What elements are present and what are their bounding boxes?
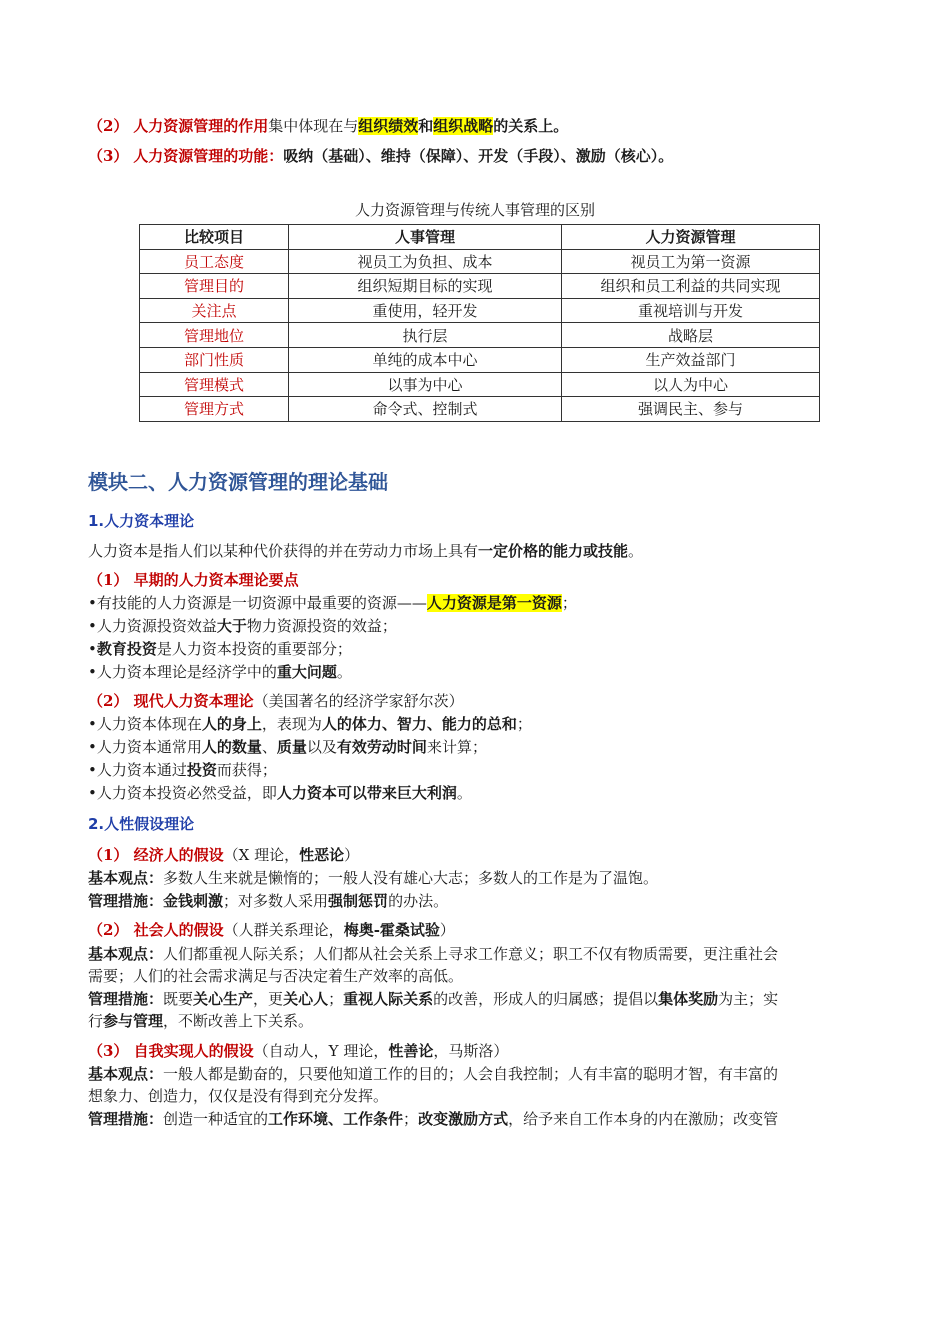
text: 来计算； xyxy=(426,738,487,756)
highlight: 组织绩效 xyxy=(358,117,419,135)
table-cell: 命令式、控制式 xyxy=(289,397,562,422)
text: ，表现为 xyxy=(261,715,322,733)
row-label: 部门性质 xyxy=(140,347,289,372)
text: ； xyxy=(516,715,532,733)
basic-view xyxy=(88,943,860,965)
label: 管理措施： xyxy=(88,990,164,1008)
module-heading: 模块二、人力资源管理的理论基础 xyxy=(88,470,388,494)
text: 集中体现在与 xyxy=(268,117,359,135)
text: 既要 xyxy=(163,990,194,1008)
text: ，不断改善上下关系。 xyxy=(163,1012,314,1030)
basic-view-cont: 需要；人们的社会需求满足与否决定着生产效率的高低。 xyxy=(88,967,464,985)
text: 。 xyxy=(628,542,644,560)
measures xyxy=(88,890,860,912)
bullet-item xyxy=(88,592,860,614)
text: 一般人都是勤奋的，只要他知道工作的目的；人会自我控制；人有丰富的聪明才智，有丰富的 xyxy=(163,1065,779,1083)
section-heading: 2.人性假设理论 xyxy=(88,815,195,833)
text: 多数人生来就是懒惰的；一般人没有雄心大志；多数人的工作是为了温饱。 xyxy=(163,869,659,887)
bold-text: 关心生产 xyxy=(193,990,254,1008)
text: 的改善，形成人的归属感；提倡以 xyxy=(433,990,659,1008)
label: 基本观点： xyxy=(88,945,164,963)
text: 吸纳（基础）、维持（保障）、开发（手段）、激励（核心）。 xyxy=(283,147,674,165)
table-cell: 以事为中心 xyxy=(289,372,562,397)
bold-text: 人的体力、智力、能力的总和 xyxy=(321,715,517,733)
note: ，马斯洛） xyxy=(433,1042,509,1060)
row-label: 管理地位 xyxy=(140,323,289,348)
text: 。 xyxy=(456,784,472,802)
bold-text: 人的数量 xyxy=(201,738,262,756)
measures xyxy=(88,988,860,1010)
basic-view-cont: 想象力、创造力，仅仅是没有得到充分发挥。 xyxy=(88,1087,389,1105)
table-header-row xyxy=(140,225,820,250)
row-label: 管理方式 xyxy=(140,397,289,422)
text: •人力资本理论是经济学中的 xyxy=(88,663,277,681)
text: 创造一种适宜的 xyxy=(163,1110,269,1128)
text: ，给予来自工作本身的内在激励；改变管 xyxy=(508,1110,779,1128)
text: ；对多数人采用 xyxy=(223,892,329,910)
text: 而获得； xyxy=(216,761,277,779)
bullet-item xyxy=(88,638,860,660)
row-label: 管理模式 xyxy=(140,372,289,397)
subsection-title-line xyxy=(88,844,860,866)
comparison-table xyxy=(139,224,820,422)
table-cell: 重视培训与开发 xyxy=(562,298,820,323)
bold-text: 人的身上 xyxy=(201,715,262,733)
table-row xyxy=(140,347,820,372)
text: 为主；实 xyxy=(718,990,779,1008)
table-row xyxy=(140,249,820,274)
label: 管理措施： xyxy=(88,892,164,910)
subsection-title-line xyxy=(88,690,860,712)
text: •人力资本投资必然受益，即 xyxy=(88,784,277,802)
text: •人力资源投资效益 xyxy=(88,617,217,635)
text: •人力资本通常用 xyxy=(88,738,202,756)
basic-view xyxy=(88,1063,860,1085)
table-cell: 强调民主、参与 xyxy=(562,397,820,422)
table-caption: 人力资源管理与传统人事管理的区别 xyxy=(354,201,595,219)
intro-line-3 xyxy=(88,145,860,167)
bold-text: 性善论 xyxy=(388,1042,434,1060)
bullet-item xyxy=(88,782,860,804)
text: 以及 xyxy=(306,738,337,756)
bold-text: 梅奥-霍桑试验 xyxy=(343,921,440,939)
item-number: （3） xyxy=(88,147,129,165)
text: 人力资本是指人们以某种代价获得的并在劳动力市场上具有 xyxy=(88,542,479,560)
bold-text: 改变激励方式 xyxy=(418,1110,509,1128)
text: 行 xyxy=(88,1012,104,1030)
row-label: 员工态度 xyxy=(140,249,289,274)
table-cell: 视员工为第一资源 xyxy=(562,249,820,274)
table-header-cell: 比较项目 xyxy=(140,225,289,250)
table-cell: 战略层 xyxy=(562,323,820,348)
bold-text: 人力资本可以带来巨大利润 xyxy=(276,784,457,802)
text: 是人力资本投资的重要部分； xyxy=(156,640,352,658)
text: ； xyxy=(403,1110,419,1128)
table-row xyxy=(140,397,820,422)
subsection-title: （2） 现代人力资本理论 xyxy=(88,692,254,710)
bold-text: 质量 xyxy=(276,738,307,756)
text: 、 xyxy=(261,738,277,756)
key-term: 人力资源管理的作用 xyxy=(133,117,269,135)
bold-text: 金钱刺激 xyxy=(163,892,224,910)
subsection-title: （3） 自我实现人的假设 xyxy=(88,1042,254,1060)
note: （人群关系理论， xyxy=(223,921,344,939)
text: 和 xyxy=(418,117,434,135)
table-header-cell: 人力资源管理 xyxy=(562,225,820,250)
bold-text: 大于 xyxy=(216,617,247,635)
bullet-item xyxy=(88,759,860,781)
table-row xyxy=(140,372,820,397)
measures-cont xyxy=(88,1010,860,1032)
label: 管理措施： xyxy=(88,1110,164,1128)
key-term: 人力资源管理的功能： xyxy=(133,147,284,165)
subsection-title: （1） 早期的人力资本理论要点 xyxy=(88,571,299,589)
table-row xyxy=(140,323,820,348)
label: 基本观点： xyxy=(88,1065,164,1083)
highlight: 组织战略 xyxy=(433,117,494,135)
table-cell: 单纯的成本中心 xyxy=(289,347,562,372)
table-cell: 以人为中心 xyxy=(562,372,820,397)
basic-view xyxy=(88,867,860,889)
text: •有技能的人力资源是一切资源中最重要的资源—— xyxy=(88,594,427,612)
note: ） xyxy=(344,846,360,864)
bold-text: 关心人 xyxy=(283,990,329,1008)
note: （自动人，Y 理论， xyxy=(253,1042,389,1060)
table-cell: 组织和员工利益的共同实现 xyxy=(562,274,820,299)
table-row xyxy=(140,298,820,323)
text: 人们都重视人际关系；人们都从社会关系上寻求工作意义；职工不仅有物质需要，更注重社会 xyxy=(163,945,779,963)
definition xyxy=(88,540,860,562)
note: ） xyxy=(439,921,455,939)
row-label: 关注点 xyxy=(140,298,289,323)
bullet-item xyxy=(88,661,860,683)
measures xyxy=(88,1108,860,1130)
table-cell: 组织短期目标的实现 xyxy=(289,274,562,299)
note: （美国著名的经济学家舒尔茨） xyxy=(253,692,464,710)
bold-text: 一定价格的能力或技能 xyxy=(478,542,629,560)
row-label: 管理目的 xyxy=(140,274,289,299)
bold-text: 工作环境、工作条件 xyxy=(268,1110,404,1128)
subsection-title: （1） 经济人的假设 xyxy=(88,846,224,864)
text: •人力资本体现在 xyxy=(88,715,202,733)
item-number: （2） xyxy=(88,117,129,135)
subsection-title-line xyxy=(88,1040,860,1062)
bold-text: 强制惩罚 xyxy=(328,892,389,910)
table-cell: 视员工为负担、成本 xyxy=(289,249,562,274)
text: ； xyxy=(561,594,577,612)
text: 物力资源投资的效益； xyxy=(246,617,397,635)
table-cell: 生产效益部门 xyxy=(562,347,820,372)
bold-text: 性恶论 xyxy=(299,846,345,864)
text: • xyxy=(88,640,97,658)
bold-text: 投资 xyxy=(186,761,217,779)
section-heading: 1.人力资本理论 xyxy=(88,512,195,530)
bold-text: 重视人际关系 xyxy=(343,990,434,1008)
subsection-title-line xyxy=(88,919,860,941)
table-cell: 重使用，轻开发 xyxy=(289,298,562,323)
text: 的关系上。 xyxy=(493,117,569,135)
subsection-title: （2） 社会人的假设 xyxy=(88,921,224,939)
intro-line-2 xyxy=(88,115,860,137)
table-row xyxy=(140,274,820,299)
bold-text: 参与管理 xyxy=(103,1012,164,1030)
text: •人力资本通过 xyxy=(88,761,187,779)
table-cell: 执行层 xyxy=(289,323,562,348)
text: ，更 xyxy=(253,990,284,1008)
bold-text: 重大问题 xyxy=(276,663,337,681)
bold-text: 集体奖励 xyxy=(658,990,719,1008)
highlight: 人力资源是第一资源 xyxy=(426,594,562,612)
table-header-cell: 人事管理 xyxy=(289,225,562,250)
bullet-item xyxy=(88,615,860,637)
label: 基本观点： xyxy=(88,869,164,887)
text: 的办法。 xyxy=(388,892,449,910)
text: ； xyxy=(328,990,344,1008)
bullet-item xyxy=(88,736,860,758)
bold-text: 有效劳动时间 xyxy=(336,738,427,756)
note: （X 理论， xyxy=(223,846,300,864)
bold-text: 教育投资 xyxy=(96,640,157,658)
bullet-item xyxy=(88,713,860,735)
text: 。 xyxy=(336,663,352,681)
